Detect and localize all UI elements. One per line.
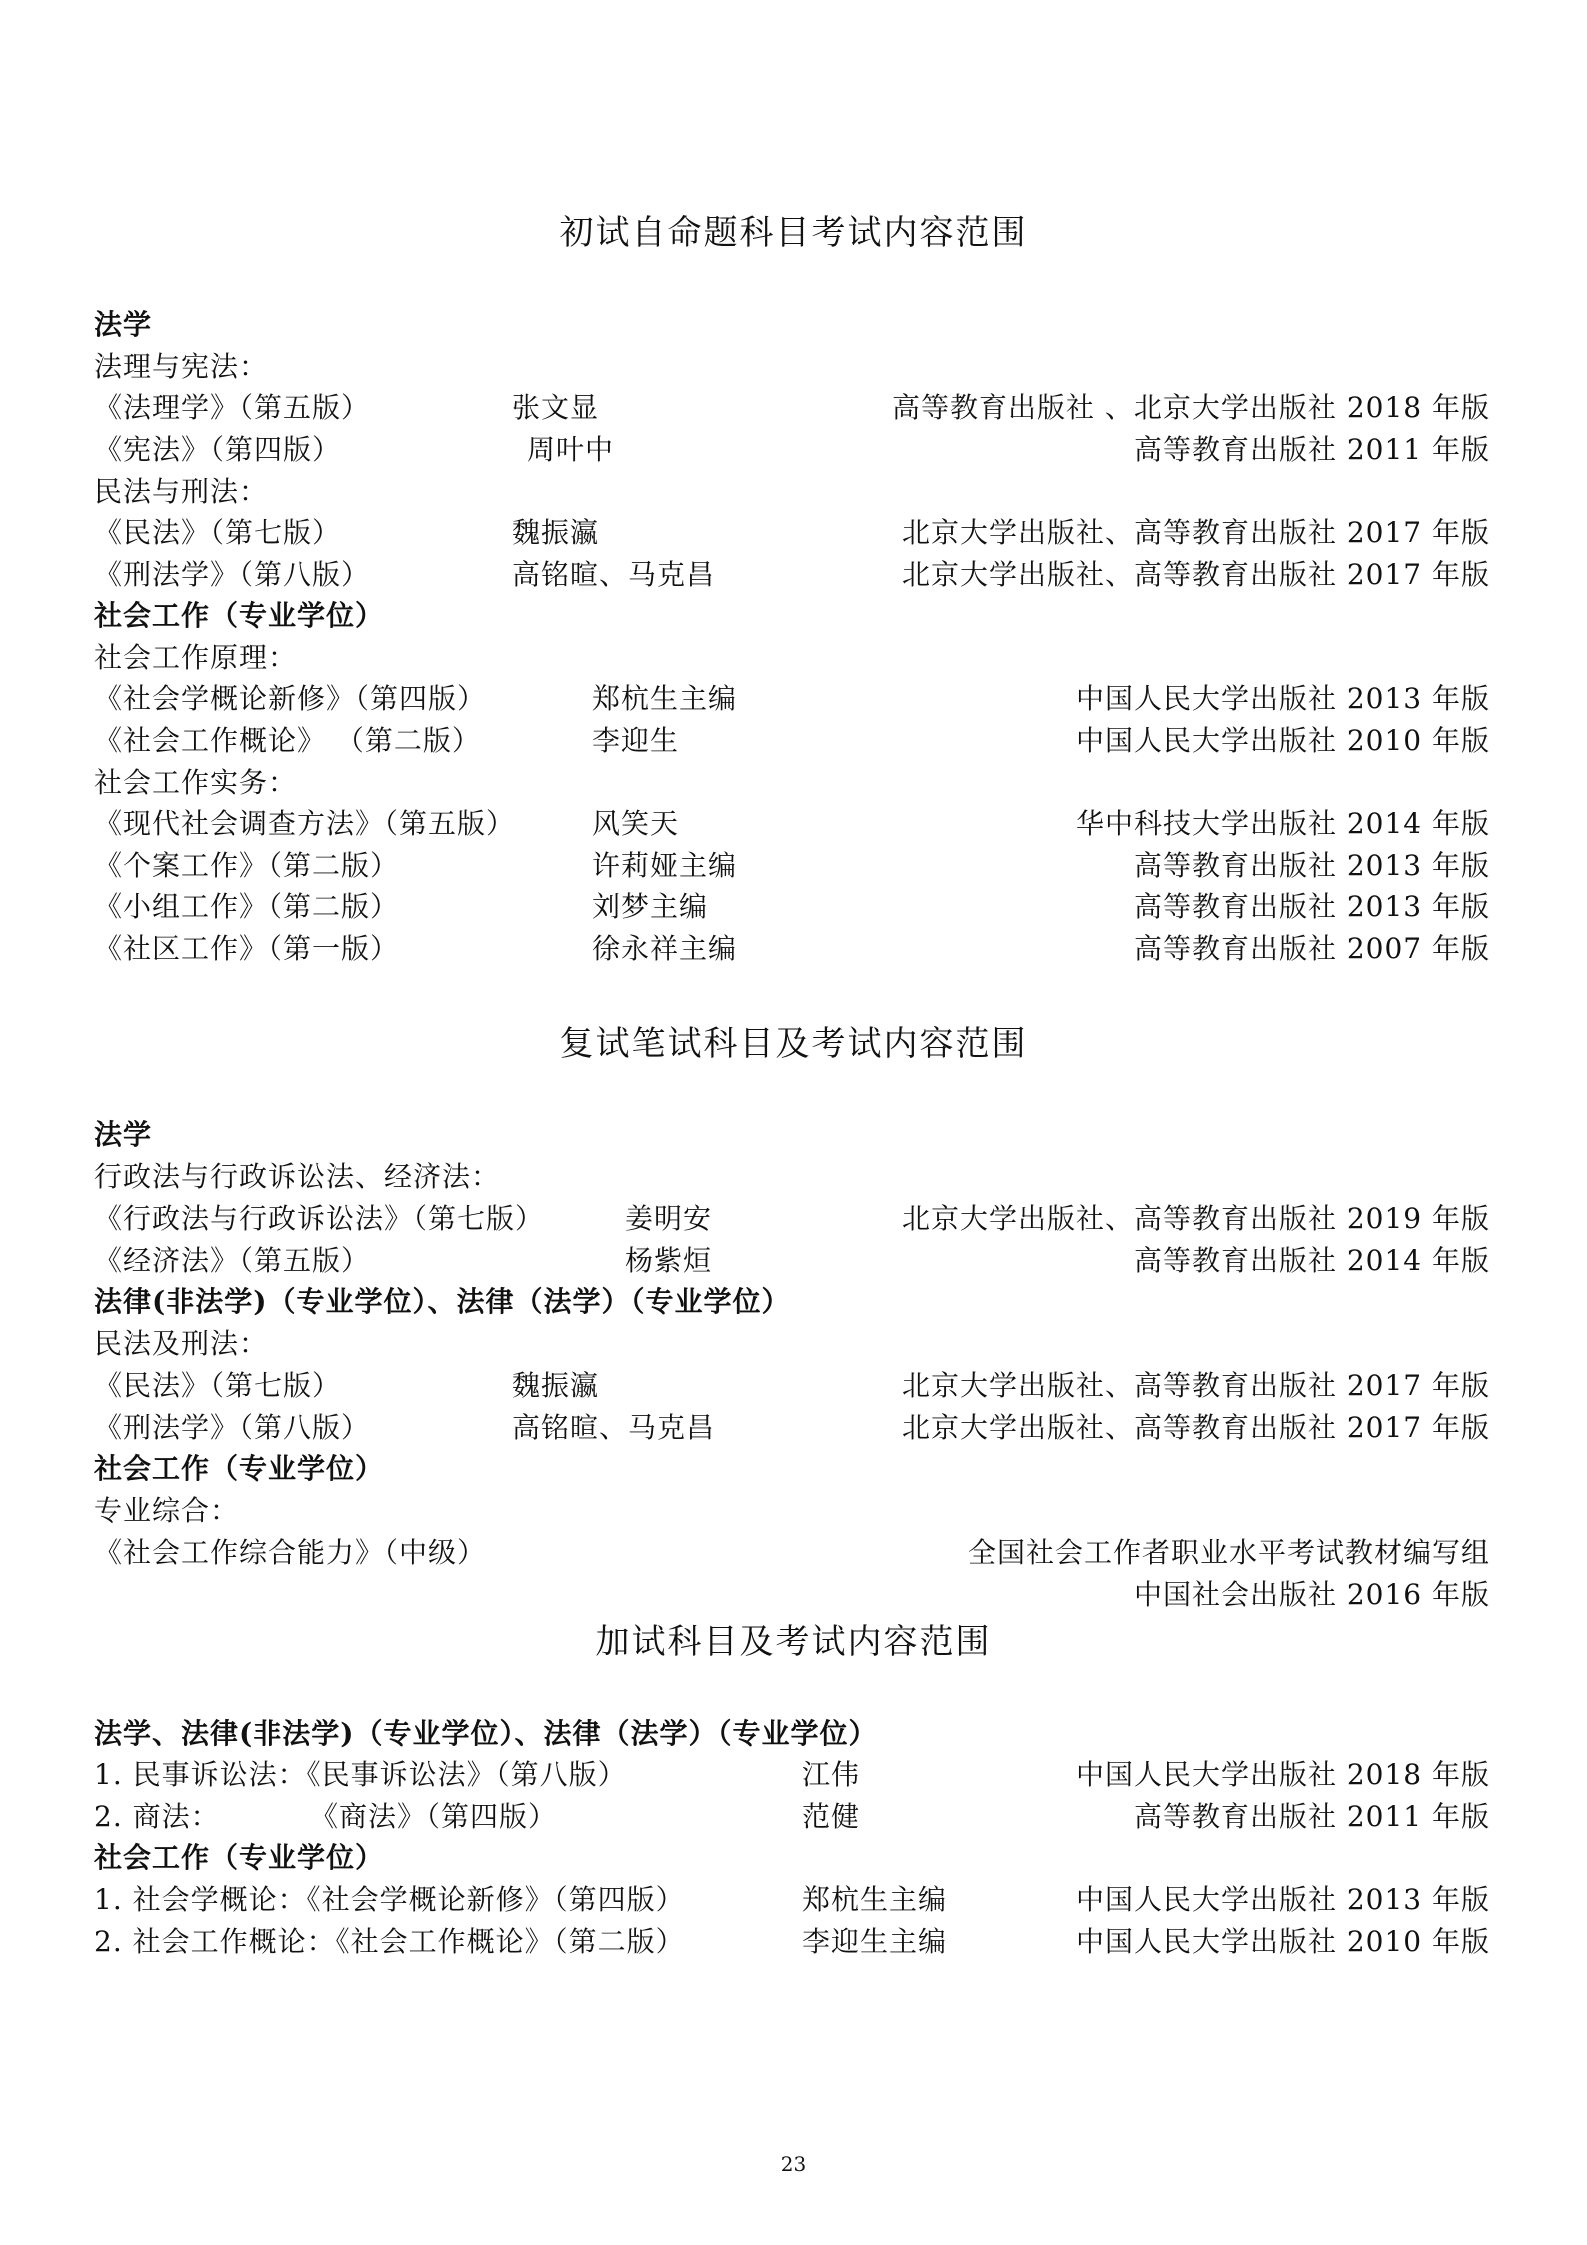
section-title-initial: 初试自命题科目考试内容范围 — [559, 213, 1028, 253]
list-item — [0, 428, 1587, 468]
book-author: 郑杭生主编 — [592, 682, 738, 715]
book-publisher: 中国社会出版社 2016 年版 — [1133, 1578, 1490, 1611]
subject-social-work-principles: 社会工作原理： — [94, 641, 298, 674]
heading-law-combined: 法学、法律(非法学)（专业学位）、法律（法学）（专业学位） — [94, 1717, 878, 1750]
book-title: 《小组工作》（第二版） — [94, 890, 400, 923]
list-item — [0, 1406, 1587, 1446]
book-author: 刘梦主编 — [592, 890, 709, 923]
book-title: 《经济法》（第五版） — [94, 1244, 371, 1277]
book-publisher: 高等教育出版社 2011 年版 — [1133, 1800, 1490, 1833]
book-author: 高铭暄、马克昌 — [512, 558, 716, 591]
book-author: 姜明安 — [625, 1202, 713, 1235]
list-item — [0, 1878, 1587, 1918]
list-item — [0, 844, 1587, 884]
book-title: 《社区工作》（第一版） — [94, 932, 400, 965]
book-title: 《社会工作综合能力》（中级） — [94, 1536, 487, 1569]
book-publisher: 中国人民大学出版社 2013 年版 — [1075, 1883, 1490, 1916]
book-publisher: 北京大学出版社、高等教育出版社 2017 年版 — [901, 516, 1490, 549]
heading-law: 法学 — [94, 1118, 153, 1151]
book-author: 周叶中 — [527, 433, 615, 466]
book-title: 《宪法》（第四版） — [94, 433, 342, 466]
book-publisher: 北京大学出版社、高等教育出版社 2017 年版 — [901, 558, 1490, 591]
list-item — [0, 1795, 1587, 1835]
list-item — [0, 927, 1587, 967]
book-publisher: 高等教育出版社 2011 年版 — [1133, 433, 1490, 466]
list-item — [0, 677, 1587, 717]
book-author: 江伟 — [802, 1758, 861, 1791]
subject-civil-criminal: 民法及刑法： — [94, 1327, 269, 1360]
heading-social-work: 社会工作（专业学位） — [94, 1841, 385, 1874]
book-title: 《民法》（第七版） — [94, 1369, 342, 1402]
heading-social-work: 社会工作（专业学位） — [94, 599, 385, 632]
book-publisher: 中国人民大学出版社 2013 年版 — [1075, 682, 1490, 715]
page-number: 23 — [780, 2152, 807, 2176]
book-author: 许莉娅主编 — [592, 849, 738, 882]
book-title: 《刑法学》（第八版） — [94, 1411, 371, 1444]
book-title: 《商法》（第四版） — [310, 1800, 558, 1833]
list-item — [0, 553, 1587, 593]
book-publisher: 中国人民大学出版社 2018 年版 — [1075, 1758, 1490, 1791]
book-subject: 2. 商法： — [94, 1800, 220, 1833]
book-author: 杨紫烜 — [625, 1244, 713, 1277]
book-author: 魏振瀛 — [512, 516, 600, 549]
book-publisher: 中国人民大学出版社 2010 年版 — [1075, 724, 1490, 757]
book-publisher: 北京大学出版社、高等教育出版社 2017 年版 — [901, 1411, 1490, 1444]
book-title: 《民法》（第七版） — [94, 516, 342, 549]
section-title-retest: 复试笔试科目及考试内容范围 — [559, 1024, 1028, 1064]
book-publisher: 高等教育出版社 、北京大学出版社 2018 年版 — [892, 391, 1490, 424]
list-item — [0, 1920, 1587, 1960]
list-item — [0, 386, 1587, 426]
book-author: 风笑天 — [592, 807, 680, 840]
book-author: 郑杭生主编 — [802, 1883, 948, 1916]
list-item — [0, 1753, 1587, 1793]
list-item — [0, 1197, 1587, 1237]
heading-law: 法学 — [94, 308, 153, 341]
subject-civil-criminal: 民法与刑法： — [94, 475, 269, 508]
book-publisher: 全国社会工作者职业水平考试教材编写组 — [967, 1536, 1490, 1569]
list-item — [0, 511, 1587, 551]
list-item — [0, 719, 1587, 759]
book-title: 《刑法学》（第八版） — [94, 558, 371, 591]
book-author: 徐永祥主编 — [592, 932, 738, 965]
book-publisher: 北京大学出版社、高等教育出版社 2019 年版 — [901, 1202, 1490, 1235]
list-item — [0, 1364, 1587, 1404]
book-author: 李迎生 — [592, 724, 680, 757]
list-item — [0, 885, 1587, 925]
list-item — [0, 802, 1587, 842]
book-title: 《个案工作》（第二版） — [94, 849, 400, 882]
list-item — [0, 1573, 1587, 1613]
list-item — [0, 1531, 1587, 1571]
heading-social-work: 社会工作（专业学位） — [94, 1452, 385, 1485]
book-title: 《法理学》（第五版） — [94, 391, 371, 424]
book-author: 张文显 — [512, 391, 600, 424]
subject-jurisprudence-constitution: 法理与宪法： — [94, 350, 269, 383]
book-author: 李迎生主编 — [802, 1925, 948, 1958]
book-publisher: 中国人民大学出版社 2010 年版 — [1075, 1925, 1490, 1958]
book-publisher: 华中科技大学出版社 2014 年版 — [1075, 807, 1490, 840]
subject-professional-comprehensive: 专业综合： — [94, 1494, 240, 1527]
book-title: 《现代社会调查方法》（第五版） — [94, 807, 516, 840]
subject-admin-economic-law: 行政法与行政诉讼法、经济法： — [94, 1160, 501, 1193]
book-title: 1. 民事诉讼法：《民事诉讼法》（第八版） — [94, 1758, 627, 1791]
book-publisher: 高等教育出版社 2007 年版 — [1133, 932, 1490, 965]
book-title: 2. 社会工作概论：《社会工作概论》（第二版） — [94, 1925, 685, 1958]
book-author: 魏振瀛 — [512, 1369, 600, 1402]
subject-social-work-practice: 社会工作实务： — [94, 766, 298, 799]
book-title: 《行政法与行政诉讼法》（第七版） — [94, 1202, 545, 1235]
book-author: 范健 — [802, 1800, 861, 1833]
book-publisher: 高等教育出版社 2013 年版 — [1133, 849, 1490, 882]
book-title: 《社会学概论新修》（第四版） — [94, 682, 487, 715]
book-publisher: 高等教育出版社 2013 年版 — [1133, 890, 1490, 923]
book-publisher: 高等教育出版社 2014 年版 — [1133, 1244, 1490, 1277]
heading-law-professional: 法律(非法学)（专业学位）、法律（法学）（专业学位） — [94, 1285, 791, 1318]
book-title: 1. 社会学概论：《社会学概论新修》（第四版） — [94, 1883, 685, 1916]
list-item — [0, 1239, 1587, 1279]
book-author: 高铭暄、马克昌 — [512, 1411, 716, 1444]
section-title-additional: 加试科目及考试内容范围 — [595, 1622, 992, 1662]
book-title: 《社会工作概论》 （第二版） — [94, 724, 481, 757]
book-publisher: 北京大学出版社、高等教育出版社 2017 年版 — [901, 1369, 1490, 1402]
